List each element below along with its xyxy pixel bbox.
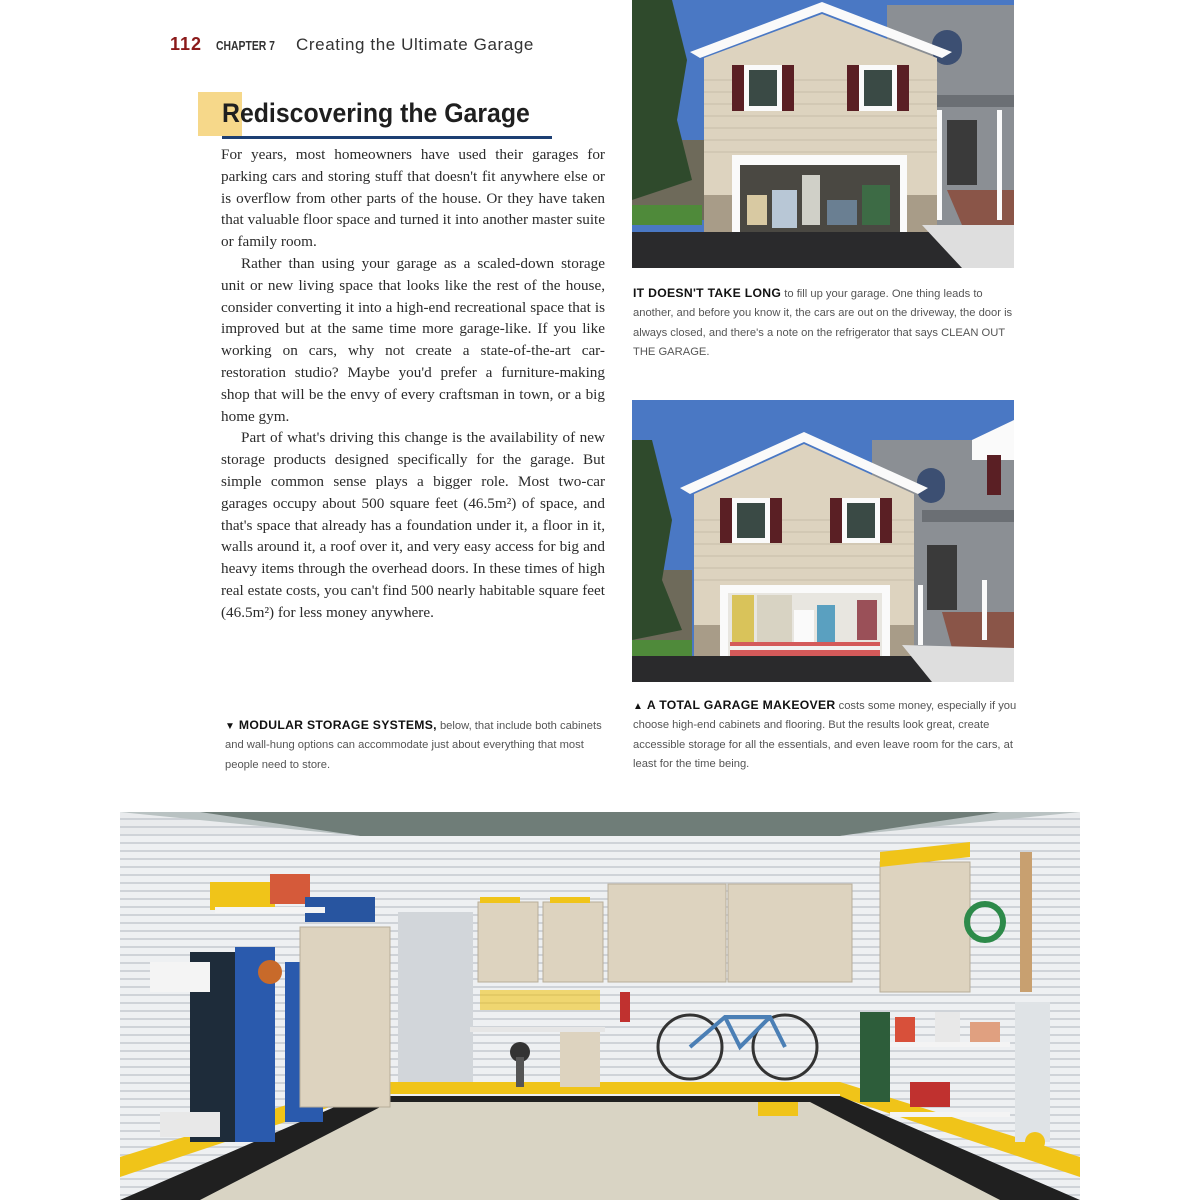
- photo-organized-garage: [632, 400, 1014, 682]
- running-head: [170, 34, 534, 60]
- caption-lead: IT DOESN'T TAKE LONG: [633, 286, 782, 300]
- paragraph: Part of what's driving this change is the availability of new storage products designed specifically for the garage. But simple common sense plays a bigger role. Most two-car garages occupy about 500 square feet (46.5m²) of space, and that's space that already has a foundation under it, a floor in it, walls around it, a roof over it, and very easy access for big and heavy items through the overhead doors. In these times of high real estate costs, you can't find 500 nearly habitable square feet (46.5m²) for less money anywhere.: [221, 429, 605, 621]
- house-before-illustration: [632, 0, 1014, 268]
- caption-garage-makeover: [633, 696, 1018, 775]
- house-after-illustration: [632, 400, 1014, 682]
- paragraph: For years, most homeowners have used their garages for parking cars and storing stuff that doesn't fit anywhere else or is overflow from other parts of the house. Or they have taken that valuable floor space and turned it into another master suite or family room.: [221, 146, 605, 251]
- caption-modular-storage: [225, 716, 605, 775]
- body-text: [221, 144, 605, 624]
- caption-text: costs some money, especially if you choose high-end cabinets and flooring. But the results look great, create accessible storage for all the essentials, and even leave room for the cars, at least for the time being.: [633, 700, 1017, 771]
- section-heading: Rediscovering the Garage: [222, 98, 530, 128]
- heading-rule: [222, 136, 552, 139]
- caption-cluttered-garage: [633, 284, 1018, 363]
- caption-lead: MODULAR STORAGE SYSTEMS,: [238, 718, 437, 732]
- photo-cluttered-garage: [632, 0, 1014, 268]
- caption-text: below, that include both cabinets and wall-hung options can accommodate just about everything that most people need to store.: [225, 720, 602, 771]
- chapter-title: Creating the Ultimate Garage: [296, 35, 534, 54]
- arrow-up-icon: ▲: [633, 701, 643, 712]
- caption-lead: A TOTAL GARAGE MAKEOVER: [646, 698, 836, 712]
- garage-interior-illustration: [120, 812, 1080, 1200]
- page-number: 112: [170, 34, 203, 54]
- paragraph: Rather than using your garage as a scaled-down storage unit or new living space that looks like the rest of the house, consider converting it into a high-end recreational space that is improved but at the same time more garage-like. If you like working on cars, why not create a state-of-the-art car-restoration studio? Maybe you'd prefer a furniture-making shop that will be the envy of every craftsman in town, or a big home gym.: [221, 254, 605, 425]
- arrow-down-icon: ▼: [225, 721, 235, 732]
- chapter-label: CHAPTER 7: [216, 38, 275, 53]
- caption-text: to fill up your garage. One thing leads to another, and before you know it, the cars are out on the driveway, the door is always closed, and there's a note on the refrigerator that says CLEAN OUT THE GARAGE.: [633, 288, 1013, 359]
- section-heading-block: [198, 92, 558, 140]
- photo-garage-interior: [120, 812, 1080, 1200]
